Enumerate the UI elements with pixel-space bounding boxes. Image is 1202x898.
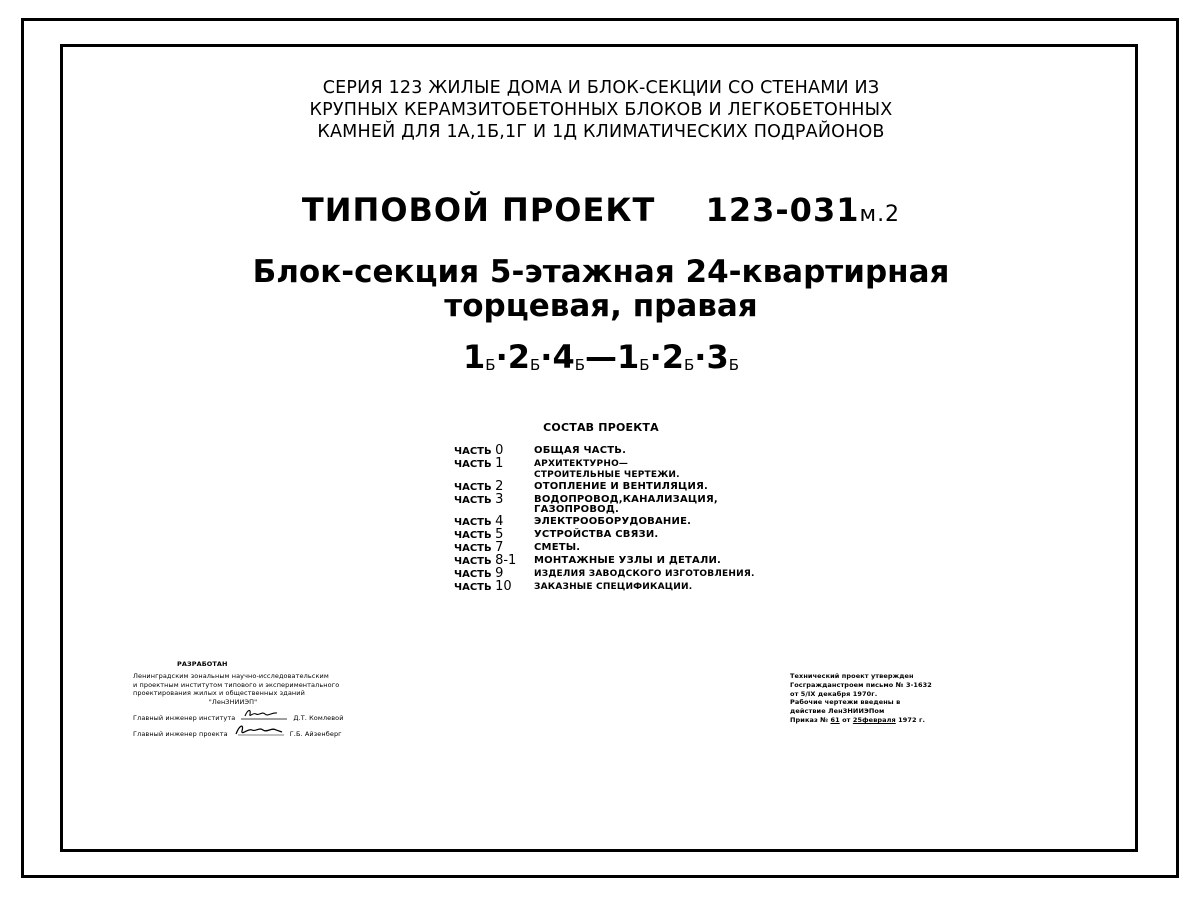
formula-sub: Б (574, 356, 585, 374)
part-text: ИЗДЕЛИЯ ЗАВОДСКОГО ИЗГОТОВЛЕНИЯ. (534, 569, 755, 579)
part-text: СМЕТЫ. (534, 542, 581, 553)
signature-row-2 (133, 722, 413, 738)
part-text: УСТРОЙСТВА СВЯЗИ. (534, 529, 659, 540)
part-text: МОНТАЖНЫЕ УЗЛЫ И ДЕТАЛИ. (534, 555, 722, 566)
formula-dash: — (585, 338, 617, 376)
formula-num: 2 (661, 338, 684, 376)
title-line-1: Блок-секция 5-этажная 24-квартирная (252, 254, 950, 290)
series-line-3: КАМНЕЙ ДЛЯ 1А,1Б,1Г И 1Д КЛИМАТИЧЕСКИХ ПОДРАЙОНОВ (317, 122, 885, 142)
formula-sub: Б (485, 356, 496, 374)
part-number: 8-1 (495, 553, 517, 568)
part-label: ЧАСТЬ (454, 556, 492, 567)
part-label: ЧАСТЬ (454, 517, 492, 528)
order-year: 1972 г. (895, 715, 926, 724)
formula-num: 4 (552, 338, 575, 376)
formula-num: 3 (706, 338, 729, 376)
project-title (0, 191, 1202, 229)
formula-dot: · (495, 338, 508, 376)
part-label: ЧАСТЬ (454, 459, 492, 470)
approval-line-1: Технический проект утвержден (790, 672, 914, 680)
list-item (454, 456, 774, 480)
formula-dot: · (649, 338, 662, 376)
signature-name: Г.Б. Айзенберг (289, 729, 342, 738)
developer-block (133, 660, 413, 738)
project-label: ТИПОВОЙ ПРОЕКТ (301, 191, 656, 229)
project-number: 123-031 (705, 191, 860, 229)
part-number: 1 (495, 456, 504, 471)
order-from: от (839, 715, 853, 724)
part-number: 9 (495, 566, 504, 581)
part-label: ЧАСТЬ (454, 569, 492, 580)
part-label: ЧАСТЬ (454, 446, 492, 457)
part-text: ОБЩАЯ ЧАСТЬ. (534, 445, 627, 456)
formula-dot: · (540, 338, 553, 376)
series-line-1: СЕРИЯ 123 ЖИЛЫЕ ДОМА И БЛОК-СЕКЦИИ СО СТЕНАМИ ИЗ (322, 78, 880, 98)
signature-role: Главный инженер проекта (133, 729, 228, 738)
section-formula (0, 338, 1202, 376)
title-line-2 (0, 289, 1202, 323)
formula-dot: · (694, 338, 707, 376)
formula-sub: Б (728, 356, 739, 374)
approval-line-6 (790, 716, 970, 725)
part-number: 2 (495, 478, 504, 494)
formula-num: 2 (507, 338, 530, 376)
developer-line-4: "ЛенЗНИИЭП" (208, 697, 258, 706)
part-label: ЧАСТЬ (454, 582, 492, 593)
signature-icon (239, 708, 289, 722)
part-number: 3 (495, 491, 504, 507)
approval-line-2: Госгражданстроем письмо № 3-1632 (790, 680, 932, 689)
contents-list (454, 443, 774, 595)
series-header (0, 77, 1202, 143)
part-text: ЗАКАЗНЫЕ СПЕЦИФИКАЦИИ. (534, 582, 693, 592)
part-text: ЭЛЕКТРООБОРУДОВАНИЕ. (534, 516, 692, 527)
signature-role: Главный инженер института (133, 713, 236, 722)
formula-sub: Б (529, 356, 541, 374)
signature-row-1 (133, 708, 413, 722)
part-number: 10 (495, 579, 512, 594)
part-text: ВОДОПРОВОД,КАНАЛИЗАЦИЯ, ГАЗОПРОВОД. (534, 493, 718, 515)
order-date: 25февраля (852, 715, 896, 724)
developer-line-2: и проектным институтом типового и экспериментального (133, 680, 340, 689)
formula-num: 1 (463, 338, 486, 376)
developer-line-1: Ленинградским зональным научно-исследовательским (133, 672, 329, 681)
approval-line-5: действие ЛенЗНИИЭПом (790, 707, 885, 716)
part-number: 7 (495, 540, 504, 555)
formula-num: 1 (617, 338, 640, 376)
part-label: ЧАСТЬ (454, 481, 492, 493)
approval-line-4: Рабочие чертежи введены в (790, 698, 901, 707)
part-label: ЧАСТЬ (454, 543, 492, 554)
list-item (454, 579, 774, 594)
part-label: ЧАСТЬ (454, 530, 492, 541)
part-text: АРХИТЕКТУРНО—СТРОИТЕЛЬНЫЕ ЧЕРТЕЖИ. (534, 459, 680, 480)
approval-block (790, 672, 970, 725)
part-number: 4 (495, 514, 504, 529)
contents-heading: СОСТАВ ПРОЕКТА (543, 421, 659, 434)
formula-sub: Б (639, 356, 650, 374)
title-line-2b: , правая (610, 288, 758, 324)
part-text: ОТОПЛЕНИЕ И ВЕНТИЛЯЦИЯ. (534, 480, 708, 492)
developer-heading: РАЗРАБОТАН (177, 660, 228, 668)
part-number: 5 (495, 527, 504, 542)
list-item (454, 491, 774, 516)
series-line-2: КРУПНЫХ КЕРАМЗИТОБЕТОННЫХ БЛОКОВ И ЛЕГКОБЕТОННЫХ (309, 100, 893, 120)
signature-name: Д.Т. Комлевой (293, 713, 344, 722)
order-number: 61 (830, 715, 840, 724)
part-label: ЧАСТЬ (454, 494, 492, 506)
title-line-2a: торцевая (444, 288, 611, 324)
order-label: Приказ № (790, 715, 831, 724)
signature-icon (232, 722, 286, 738)
developer-line-3: проектирования жилых и общественных зданий (133, 689, 305, 698)
project-suffix: м.2 (859, 202, 901, 227)
part-number: 0 (495, 443, 504, 458)
formula-sub: Б (683, 356, 695, 374)
approval-line-3: от 5/IX декабря 1970г. (790, 689, 878, 698)
